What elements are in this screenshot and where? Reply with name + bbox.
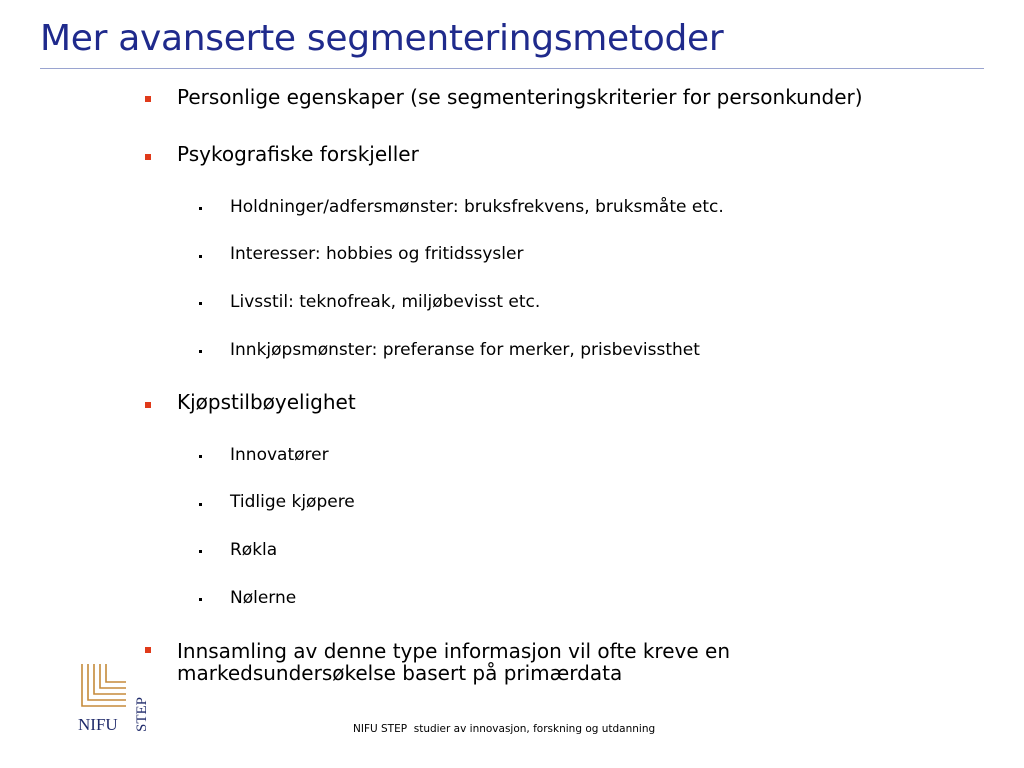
sub-bullet-interesser: Interesser: hobbies og fritidssysler	[230, 244, 524, 264]
sub-bullet-marker	[199, 255, 202, 258]
footer-text: NIFU STEP studier av innovasjon, forskning og utdanning	[353, 723, 656, 735]
sub-bullet-marker	[199, 302, 202, 305]
sub-bullet-livsstil: Livsstil: teknofreak, miljøbevisst etc.	[230, 292, 541, 312]
sub-bullet-innovatorer: Innovatører	[230, 445, 329, 465]
bullet-personlige: Personlige egenskaper (se segmenteringskriterier for personkunder)	[177, 85, 863, 109]
nifu-step-logo-graphic	[78, 662, 148, 734]
svg-text:NIFU: NIFU	[78, 715, 118, 734]
sub-bullet-holdninger: Holdninger/adfersmønster: bruksfrekvens, bruksmåte etc.	[230, 197, 724, 217]
sub-bullet-marker	[199, 598, 202, 601]
nifu-step-logo	[78, 662, 148, 734]
bullet-marker	[145, 154, 151, 160]
sub-bullet-tidlige: Tidlige kjøpere	[230, 492, 355, 512]
slide-title: Mer avanserte segmenteringsmetoder	[40, 18, 724, 59]
sub-bullet-marker	[199, 550, 202, 553]
bullet-innsamling-line1: Innsamling av denne type informasjon vil ofte kreve en	[177, 639, 730, 663]
bullet-innsamling-line2: markedsundersøkelse basert på primærdata	[177, 661, 623, 685]
sub-bullet-rokla: Røkla	[230, 540, 278, 560]
sub-bullet-nolerne: Nølerne	[230, 588, 297, 608]
svg-text:STEP: STEP	[134, 696, 150, 732]
bullet-kjopstilboyelighet: Kjøpstilbøyelighet	[177, 390, 356, 414]
sub-bullet-innkjop: Innkjøpsmønster: preferanse for merker, prisbevissthet	[230, 340, 700, 360]
bullet-marker	[145, 96, 151, 102]
sub-bullet-marker	[199, 207, 202, 210]
bullet-psykografiske: Psykografiske forskjeller	[177, 142, 419, 166]
bullet-marker	[145, 402, 151, 408]
title-divider	[40, 68, 984, 69]
sub-bullet-marker	[199, 350, 202, 353]
bullet-marker	[145, 647, 151, 653]
sub-bullet-marker	[199, 503, 202, 506]
sub-bullet-marker	[199, 455, 202, 458]
